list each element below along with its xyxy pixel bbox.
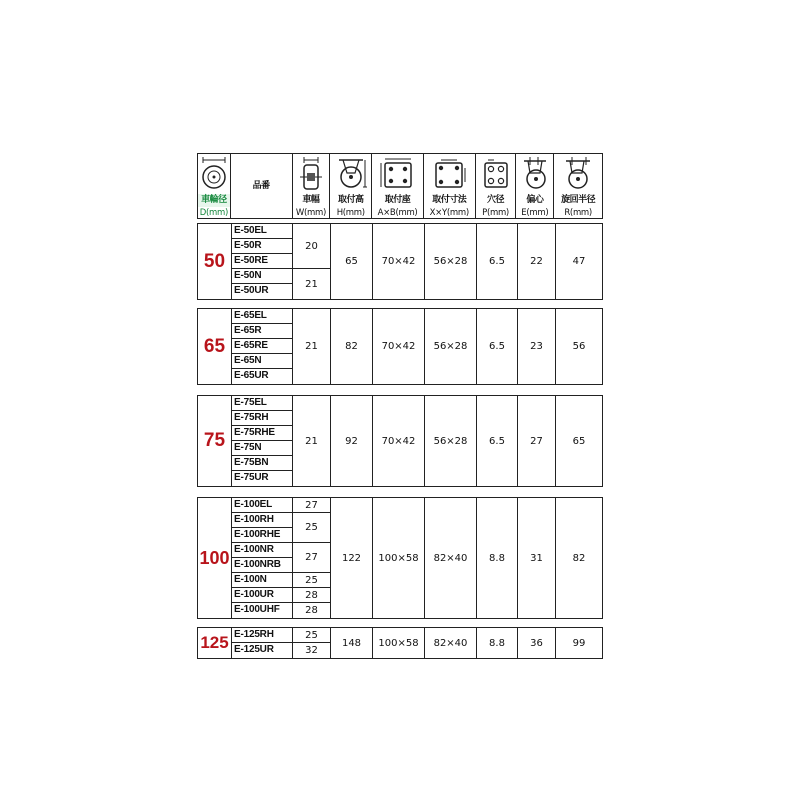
part-number-list bbox=[231, 628, 293, 658]
offset-cell: 36 bbox=[518, 628, 556, 658]
width-cell: 25 bbox=[293, 628, 331, 643]
width-cell: 25 bbox=[293, 573, 331, 588]
part-number: E-100UHF bbox=[231, 603, 293, 618]
header-part bbox=[231, 154, 293, 218]
part-number: E-65UR bbox=[231, 369, 293, 384]
offset-cell: 22 bbox=[518, 224, 556, 299]
header-diameter-unit: D(mm) bbox=[199, 208, 229, 218]
header-height-unit: H(mm) bbox=[336, 208, 365, 218]
plate-cell: 100×58 bbox=[373, 498, 425, 618]
width-cell: 21 bbox=[293, 396, 331, 486]
header-hole-unit: P(mm) bbox=[482, 208, 509, 218]
width-cell: 27 bbox=[293, 498, 331, 513]
wheel-diameter: 125 bbox=[200, 633, 229, 652]
part-number: E-75RH bbox=[231, 411, 293, 426]
height-cell: 148 bbox=[331, 628, 373, 658]
mounting-plate-icon bbox=[372, 154, 423, 194]
radius-cell: 82 bbox=[572, 552, 586, 564]
wheel-diameter: 75 bbox=[203, 430, 226, 451]
header-diameter-label: 車輪径 bbox=[198, 194, 230, 207]
caster-height-icon bbox=[330, 154, 371, 194]
header-plate-unit: A×B(mm) bbox=[377, 208, 418, 218]
hole-cell: 8.8 bbox=[477, 628, 518, 658]
part-number: E-75UR bbox=[231, 471, 293, 486]
plate-cell: 70×42 bbox=[373, 309, 425, 384]
part-number: E-100RH bbox=[231, 513, 293, 528]
hole-pitch-cell: 56×28 bbox=[425, 309, 477, 384]
header-plate-label: 取付座 bbox=[384, 195, 411, 205]
width-cell: 27 bbox=[293, 543, 331, 573]
wheel-diameter: 100 bbox=[199, 547, 230, 568]
header-width bbox=[293, 154, 331, 218]
offset-cell: 27 bbox=[518, 396, 556, 486]
radius-cell: 47 bbox=[572, 256, 586, 267]
size-group bbox=[197, 223, 603, 300]
part-number: E-50RE bbox=[231, 254, 293, 269]
offset-cell: 31 bbox=[518, 498, 556, 618]
header-hole-pitch bbox=[424, 154, 476, 218]
header-hole bbox=[476, 154, 517, 218]
header-width-unit: W(mm) bbox=[295, 208, 326, 218]
table-header bbox=[197, 153, 603, 219]
part-number: E-75BN bbox=[231, 456, 293, 471]
swivel-radius-icon bbox=[554, 154, 602, 194]
part-number: E-50N bbox=[231, 269, 293, 284]
wheel-icon bbox=[198, 154, 230, 194]
part-number: E-125UR bbox=[231, 643, 293, 658]
header-hole-pitch-unit: X×Y(mm) bbox=[429, 208, 469, 218]
header-height bbox=[330, 154, 372, 218]
height-cell: 82 bbox=[331, 309, 373, 384]
part-number: E-100RHE bbox=[231, 528, 293, 543]
wheel-width-icon bbox=[293, 154, 330, 194]
hole-cell: 6.5 bbox=[477, 396, 518, 486]
part-number: E-50UR bbox=[231, 284, 293, 299]
part-number: E-65N bbox=[231, 354, 293, 369]
part-number: E-100NRB bbox=[231, 558, 293, 573]
height-cell: 122 bbox=[331, 498, 373, 618]
wheel-diameter: 65 bbox=[203, 335, 226, 357]
width-cell: 21 bbox=[293, 309, 331, 384]
radius-cell: 56 bbox=[572, 341, 586, 352]
header-height-label: 取付高 bbox=[337, 195, 364, 205]
caster-spec-table bbox=[197, 153, 603, 659]
hole-pitch-cell: 56×28 bbox=[425, 224, 477, 299]
size-group bbox=[197, 308, 603, 385]
size-group bbox=[197, 497, 603, 619]
header-width-label: 車幅 bbox=[302, 195, 320, 205]
header-hole-pitch-label: 取付寸法 bbox=[432, 195, 467, 205]
part-number: E-100UR bbox=[231, 588, 293, 603]
header-diameter bbox=[198, 154, 231, 218]
part-number: E-75RHE bbox=[231, 426, 293, 441]
size-group bbox=[197, 395, 603, 487]
hole-cell: 6.5 bbox=[477, 309, 518, 384]
width-cell: 28 bbox=[293, 603, 331, 618]
header-hole-label: 穴径 bbox=[487, 195, 505, 205]
header-radius-unit: R(mm) bbox=[564, 208, 592, 218]
part-number-list bbox=[231, 224, 293, 299]
hole-cell: 6.5 bbox=[477, 224, 518, 299]
offset-icon bbox=[516, 154, 553, 194]
width-cell: 25 bbox=[293, 513, 331, 543]
part-number: E-65EL bbox=[231, 309, 293, 324]
width-cell: 20 bbox=[293, 224, 331, 269]
part-number: E-65RE bbox=[231, 339, 293, 354]
part-number-list bbox=[231, 498, 293, 618]
part-number: E-65R bbox=[231, 324, 293, 339]
plate-cell: 70×42 bbox=[373, 396, 425, 486]
part-number-list bbox=[231, 309, 293, 384]
part-number: E-125RH bbox=[231, 628, 293, 643]
radius-cell: 99 bbox=[572, 637, 586, 649]
part-number-list bbox=[231, 396, 293, 486]
header-plate bbox=[372, 154, 424, 218]
table-body bbox=[197, 223, 603, 659]
hole-pitch-icon bbox=[424, 154, 475, 194]
header-offset-label: 偏心 bbox=[526, 195, 544, 205]
width-cell: 32 bbox=[293, 643, 331, 658]
offset-cell: 23 bbox=[518, 309, 556, 384]
header-offset-unit: E(mm) bbox=[521, 208, 549, 218]
hole-cell: 8.8 bbox=[477, 498, 518, 618]
header-part-label: 品番 bbox=[252, 181, 270, 191]
plate-cell: 100×58 bbox=[373, 628, 425, 658]
hole-pitch-cell: 82×40 bbox=[425, 628, 477, 658]
part-number: E-50EL bbox=[231, 224, 293, 239]
size-group bbox=[197, 627, 603, 659]
height-cell: 65 bbox=[331, 224, 373, 299]
radius-cell: 65 bbox=[572, 435, 586, 447]
width-cell: 28 bbox=[293, 588, 331, 603]
hole-pitch-cell: 56×28 bbox=[425, 396, 477, 486]
part-number: E-100EL bbox=[231, 498, 293, 513]
header-offset bbox=[516, 154, 554, 218]
part-number: E-75N bbox=[231, 441, 293, 456]
wheel-diameter: 50 bbox=[203, 250, 226, 272]
header-radius bbox=[554, 154, 602, 218]
header-radius-label: 旋回半径 bbox=[561, 195, 596, 205]
part-number: E-100N bbox=[231, 573, 293, 588]
plate-cell: 70×42 bbox=[373, 224, 425, 299]
height-cell: 92 bbox=[331, 396, 373, 486]
hole-diameter-icon bbox=[476, 154, 516, 194]
part-number: E-50R bbox=[231, 239, 293, 254]
part-number: E-75EL bbox=[231, 396, 293, 411]
part-number: E-100NR bbox=[231, 543, 293, 558]
hole-pitch-cell: 82×40 bbox=[425, 498, 477, 618]
width-cell: 21 bbox=[293, 269, 331, 299]
